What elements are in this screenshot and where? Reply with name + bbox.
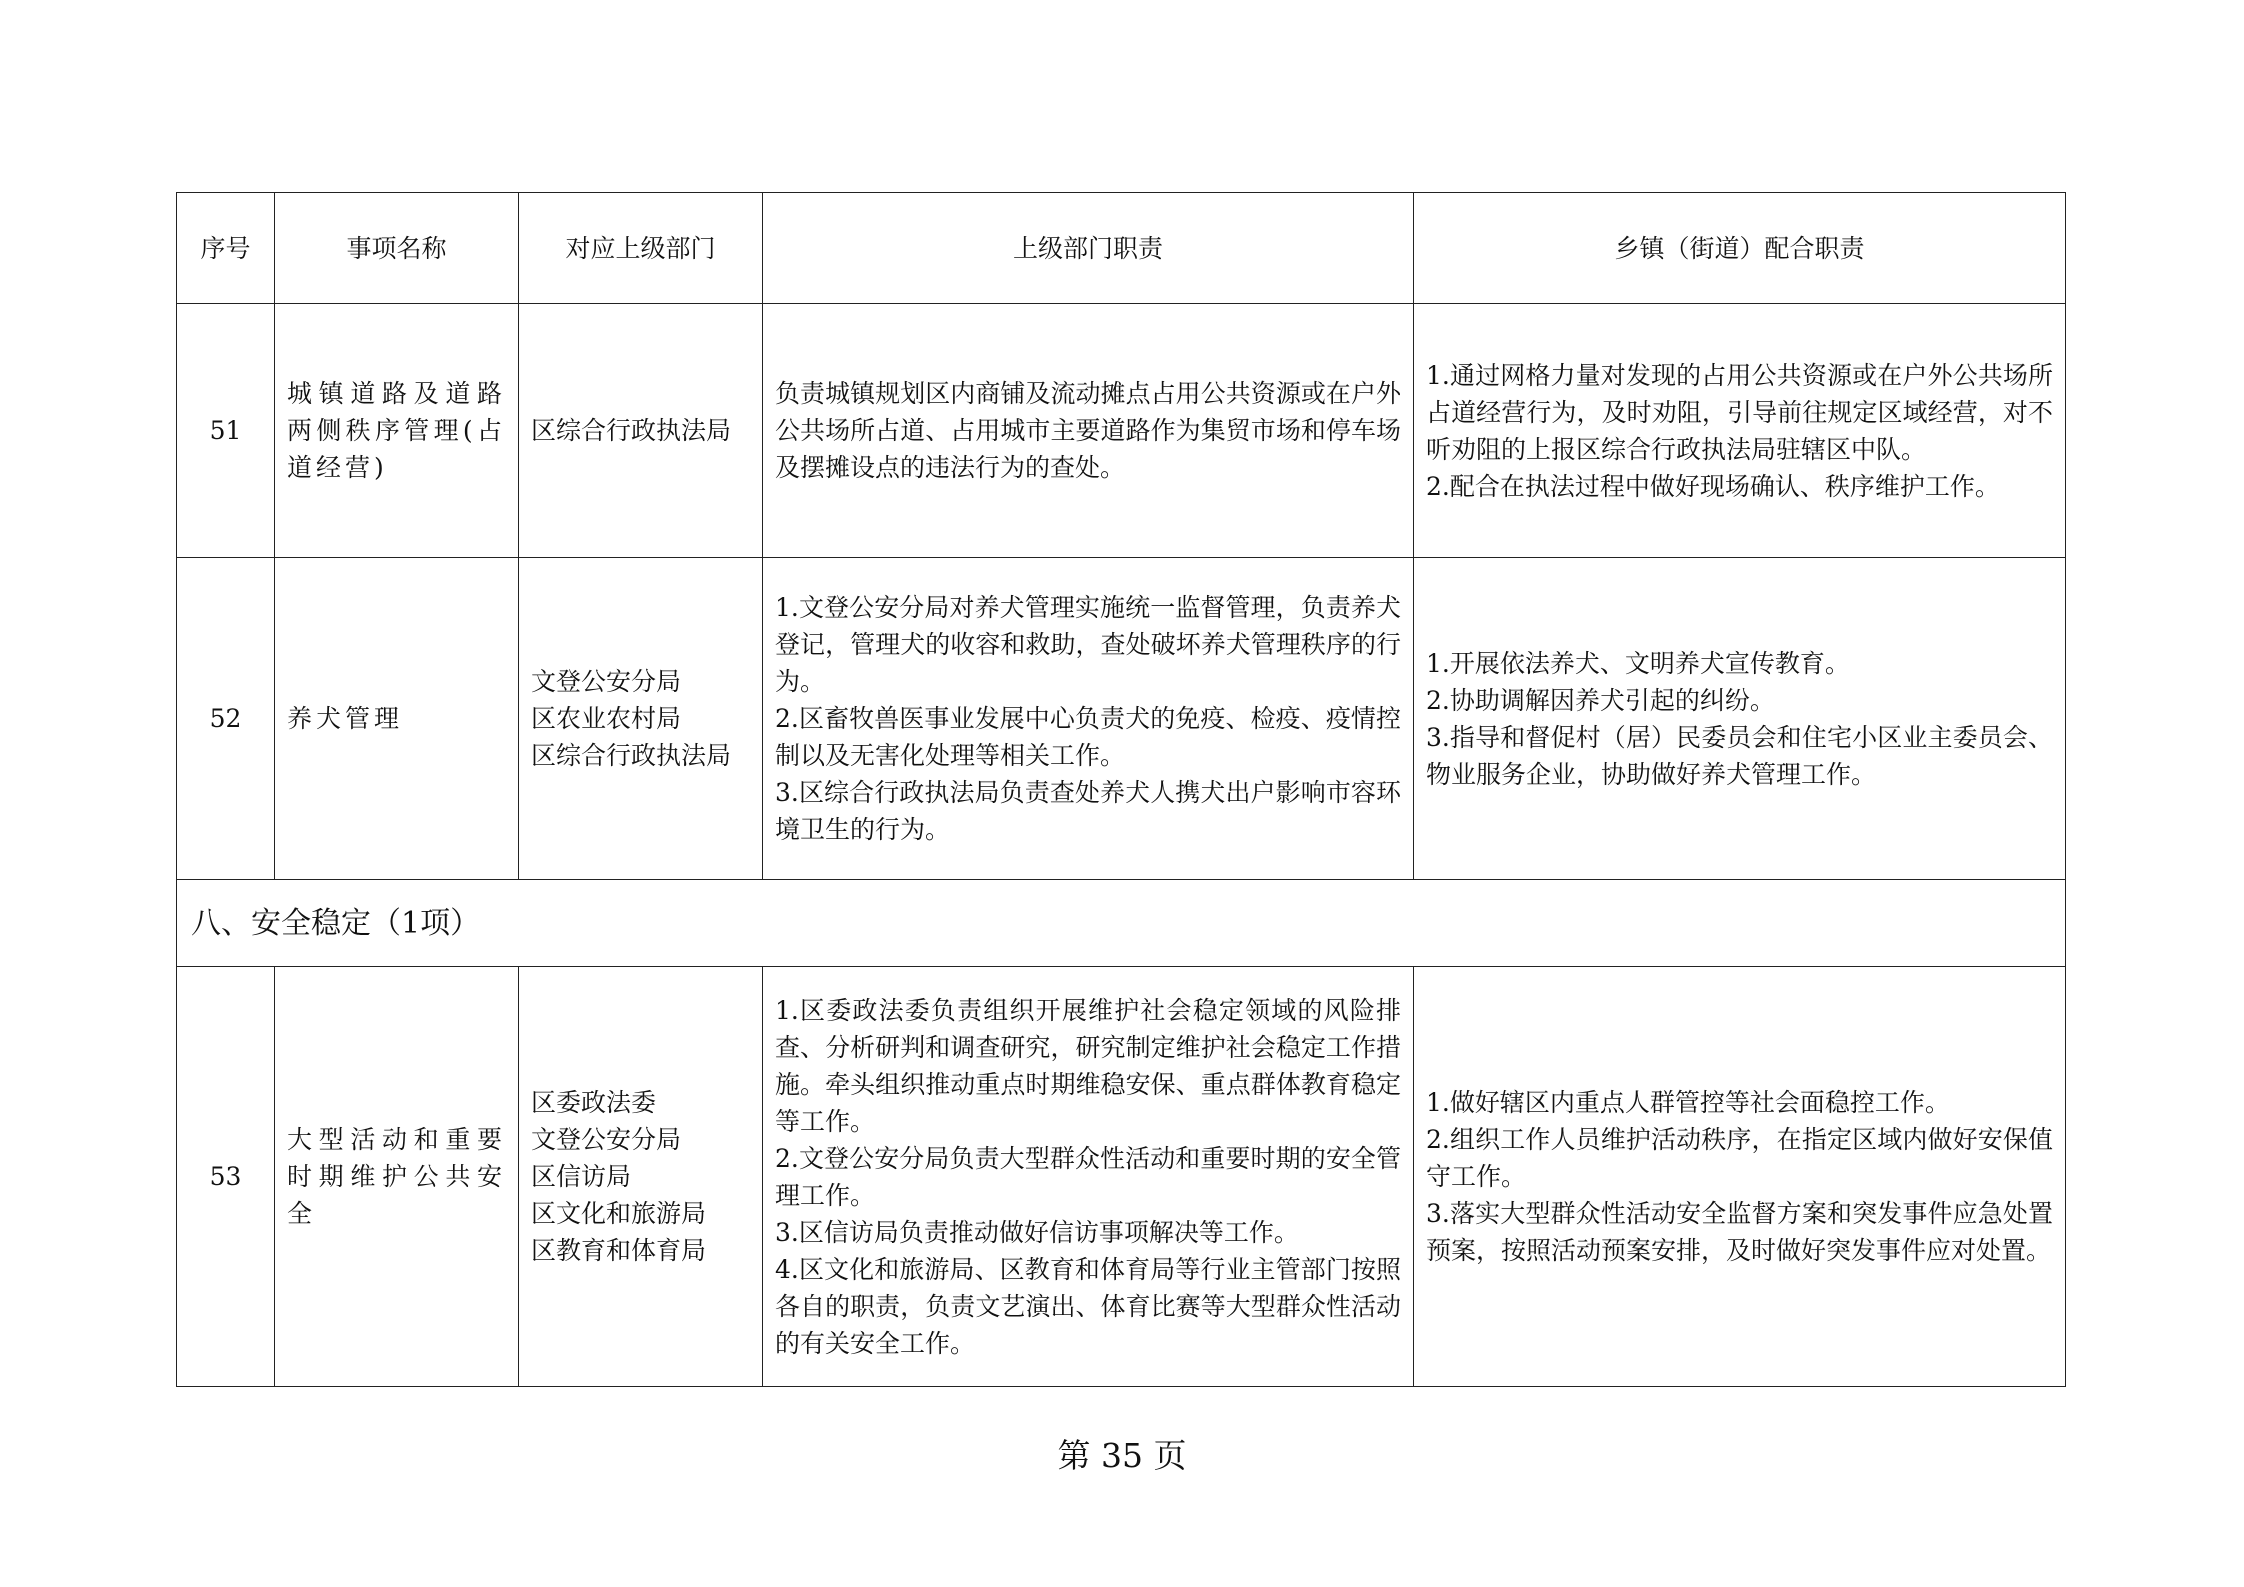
row-seq: 53: [177, 967, 275, 1387]
department-name: 区教育和体育局: [531, 1236, 707, 1265]
row-seq: 51: [177, 304, 275, 558]
duty-paragraph: 4.区文化和旅游局、区教育和体育局等行业主管部门按照各自的职责，负责文艺演出、体育比赛等大型群众性活动的有关安全工作。: [775, 1254, 1401, 1358]
header-seq: 序号: [177, 193, 275, 304]
row-upper-duties: [763, 304, 1414, 558]
row-item-name: 城镇道路及道路两侧秩序管理(占道经营): [275, 304, 519, 558]
department-name: 区信访局: [531, 1162, 632, 1191]
department-name: 区文化和旅游局: [531, 1199, 707, 1228]
duty-paragraph: 负责城镇规划区内商铺及流动摊点占用公共资源或在户外公共场所占道、占用城市主要道路作为集贸市场和停车场及摆摊设点的违法行为的查处。: [775, 379, 1401, 482]
duty-paragraph: 1.做好辖区内重点人群管控等社会面稳控工作。: [1426, 1088, 1950, 1117]
table-row: [177, 967, 2066, 1387]
header-item-name: 事项名称: [275, 193, 519, 304]
row-departments: [519, 967, 763, 1387]
department-name: 区综合行政执法局: [531, 741, 732, 770]
row-item-name: 养犬管理: [275, 558, 519, 880]
row-upper-duties: [763, 558, 1414, 880]
row-departments: [519, 304, 763, 558]
table-row: [177, 558, 2066, 880]
department-name: 文登公安分局: [531, 1125, 682, 1154]
row-upper-duties: [763, 967, 1414, 1387]
department-name: 文登公安分局: [531, 667, 682, 696]
table-row: [177, 304, 2066, 558]
duty-paragraph: 2.文登公安分局负责大型群众性活动和重要时期的安全管理工作。: [775, 1143, 1401, 1210]
department-name: 区委政法委: [531, 1088, 657, 1117]
header-town-duties: 乡镇（街道）配合职责: [1414, 193, 2066, 304]
row-seq: 52: [177, 558, 275, 880]
row-departments: [519, 558, 763, 880]
duty-paragraph: 1.文登公安分局对养犬管理实施统一监督管理，负责养犬登记，管理犬的收容和救助，查处破坏养犬管理秩序的行为。: [775, 593, 1401, 696]
duty-paragraph: 2.组织工作人员维护活动秩序，在指定区域内做好安保值守工作。: [1426, 1125, 2053, 1191]
duty-paragraph: 2.协助调解因养犬引起的纠纷。: [1426, 685, 1775, 715]
duty-paragraph: 3.区综合行政执法局负责查处养犬人携犬出户影响市容环境卫生的行为。: [775, 778, 1401, 844]
department-name: 区综合行政执法局: [531, 416, 732, 445]
duty-paragraph: 3.落实大型群众性活动安全监督方案和突发事件应急处置预案，按照活动预案安排，及时做好突发事件应对处置。: [1426, 1199, 2053, 1265]
department-name: 区农业农村局: [531, 704, 682, 733]
page-number: 第 35 页: [1057, 1436, 1187, 1475]
duty-paragraph: 1.开展依法养犬、文明养犬宣传教育。: [1426, 648, 1850, 678]
row-town-duties: [1414, 304, 2066, 558]
row-item-name: 大型活动和重要时期维护公共安全: [275, 967, 519, 1387]
responsibility-table: [176, 192, 2066, 1387]
duty-paragraph: 3.指导和督促村（居）民委员会和住宅小区业主委员会、物业服务企业，协助做好养犬管理工作。: [1426, 722, 2053, 789]
section-heading: 八、安全稳定（1项）: [177, 880, 2066, 967]
duty-paragraph: 2.配合在执法过程中做好现场确认、秩序维护工作。: [1426, 471, 2000, 501]
header-upper-department: 对应上级部门: [519, 193, 763, 304]
duty-paragraph: 2.区畜牧兽医事业发展中心负责犬的免疫、检疫、疫情控制以及无害化处理等相关工作。: [775, 704, 1401, 770]
duty-paragraph: 1.通过网格力量对发现的占用公共资源或在户外公共场所占道经营行为，及时劝阻，引导前往规定区域经营，对不听劝阻的上报区综合行政执法局驻辖区中队。: [1426, 360, 2053, 464]
table-header-row: [177, 193, 2066, 304]
section-row: [177, 880, 2066, 967]
row-town-duties: [1414, 967, 2066, 1387]
header-upper-duties: 上级部门职责: [763, 193, 1414, 304]
row-town-duties: [1414, 558, 2066, 880]
duty-paragraph: 3.区信访局负责推动做好信访事项解决等工作。: [775, 1217, 1299, 1247]
duty-paragraph: 1.区委政法委负责组织开展维护社会稳定领域的风险排查、分析研判和调查研究，研究制定维护社会稳定工作措施。牵头组织推动重点时期维稳安保、重点群体教育稳定等工作。: [775, 995, 1401, 1136]
